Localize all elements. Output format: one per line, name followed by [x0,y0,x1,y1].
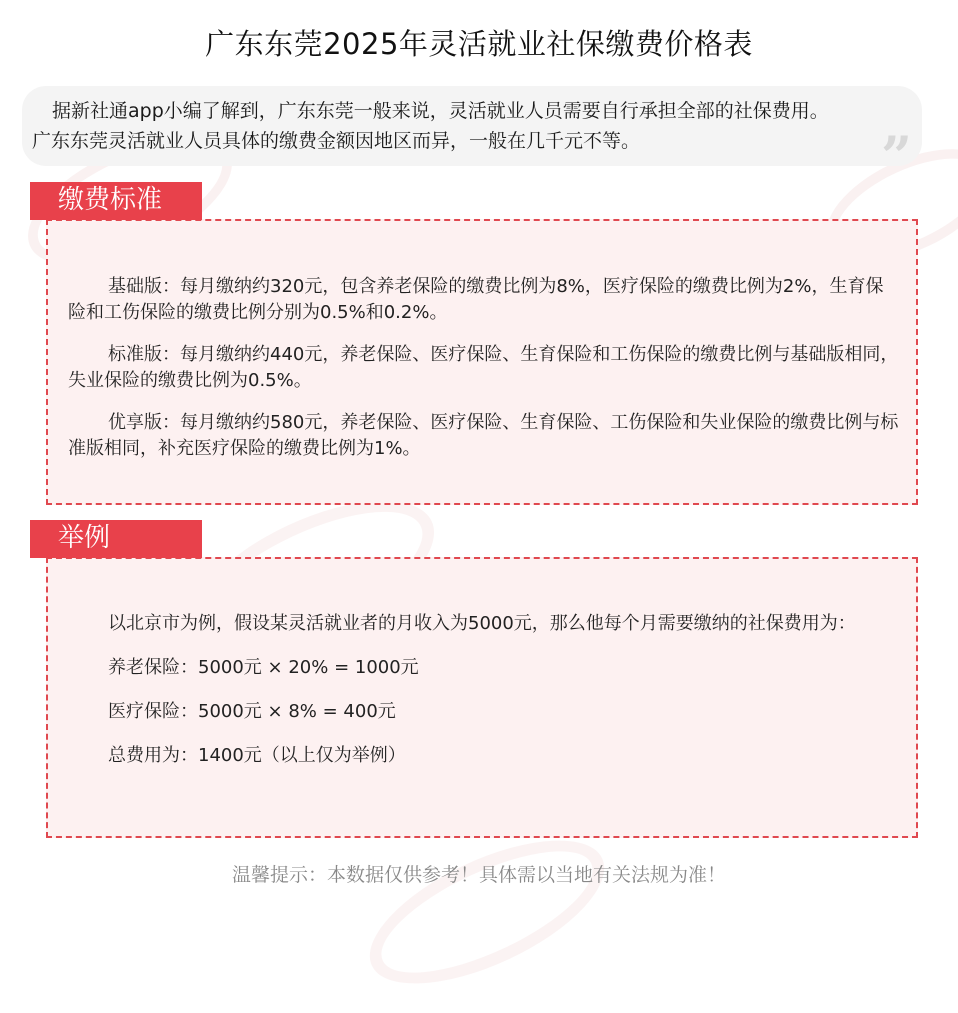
intro-panel [22,86,922,188]
watermark-logo [350,811,624,1013]
example-intro-paragraph: 以北京市为例，假设某灵活就业者的月收入为5000元，那么他每个月需要缴纳的社保费用为： [108,613,856,634]
standard-content-box [46,219,918,505]
quote-mark-icon: ” [880,124,912,188]
standard-standard-paragraph: 标准版：每月缴纳约440元，养老保险、医疗保险、生育保险和工伤保险的缴费比例与基础版相同，失业保险的缴费比例为0.5%。 [68,344,899,391]
intro-line-1: 据新社通app小编了解到，广东东莞一般来说，灵活就业人员需要自行承担全部的社保费用。 [52,100,829,122]
example-medical-line: 医疗保险：5000元 × 8% = 400元 [108,701,396,722]
intro-line-2: 广东东莞灵活就业人员具体的缴费金额因地区而异，一般在几千元不等。 [32,130,641,152]
example-content-box [46,557,918,838]
example-total-line: 总费用为：1400元（以上仅为举例） [108,745,406,766]
section-label-example: 举例 [30,520,202,558]
standard-premium-paragraph: 优享版：每月缴纳约580元，养老保险、医疗保险、生育保险、工伤保险和失业保险的缴费比例与标准版相同，补充医疗保险的缴费比例为1%。 [68,412,899,459]
example-pension-line: 养老保险：5000元 × 20% = 1000元 [108,657,419,678]
footer-tip: 温馨提示：本数据仅供参考！具体需以当地有关法规为准！ [231,864,726,886]
standard-basic-paragraph: 基础版：每月缴纳约320元，包含养老保险的缴费比例为8%，医疗保险的缴费比例为2%，生育保险和工伤保险的缴费比例分别为0.5%和0.2%。 [68,276,884,323]
section-label-standard: 缴费标准 [30,182,202,220]
page-title: 广东东莞2025年灵活就业社保缴费价格表 [205,27,753,61]
